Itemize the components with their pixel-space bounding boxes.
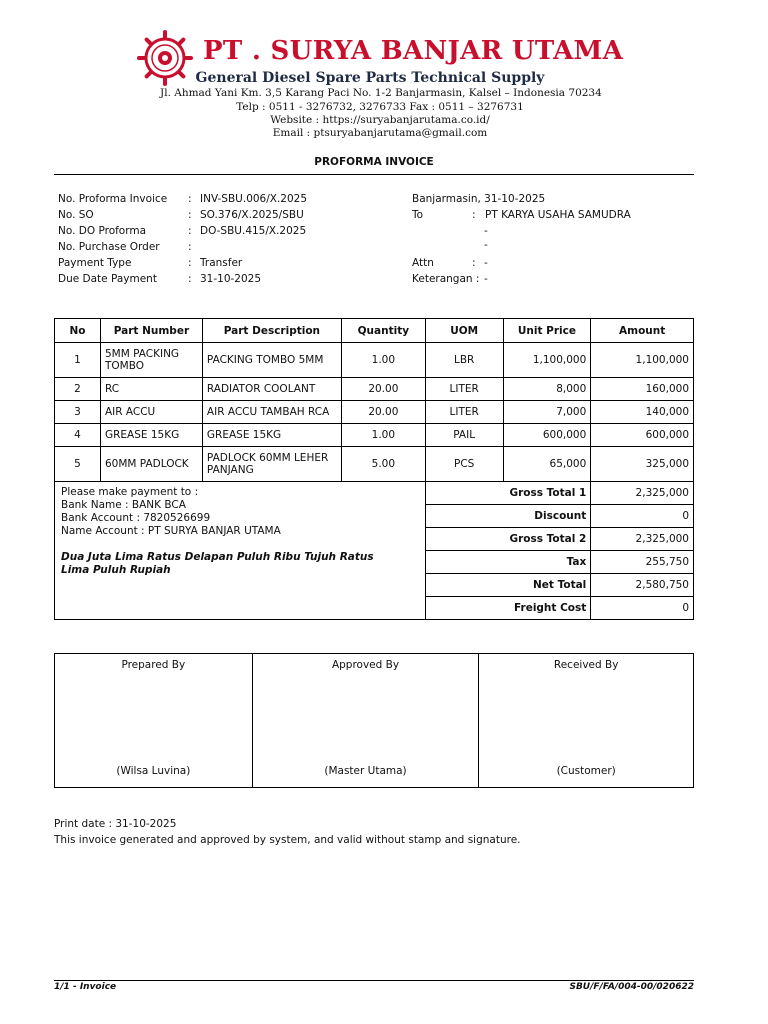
cell-part-number: 5MM PACKING TOMBO (100, 343, 202, 378)
totals-row (55, 482, 694, 505)
total-label: Discount (425, 505, 590, 528)
signature-name: (Customer) (556, 765, 616, 777)
info-label: No. Purchase Order (58, 241, 160, 253)
col-header-part-description: Part Description (202, 319, 341, 343)
signature-approved (252, 654, 479, 788)
keterangan-label: Keterangan : (412, 273, 480, 285)
cell-no: 5 (55, 447, 101, 482)
attn-label: Attn (412, 257, 434, 269)
cell-no: 1 (55, 343, 101, 378)
signature-name: (Wilsa Luvina) (116, 765, 191, 777)
attn-row: Attn : - (412, 257, 488, 269)
signature-prepared (55, 654, 253, 788)
total-value: 2,325,000 (591, 528, 694, 551)
to-line-3: - (484, 239, 488, 251)
cell-unit-price: 600,000 (503, 424, 591, 447)
footer-divider (54, 980, 694, 981)
items-table (54, 318, 694, 620)
signature-title: Approved By (331, 659, 400, 671)
payment-info (55, 482, 426, 620)
col-header-amount: Amount (591, 319, 694, 343)
info-value: DO-SBU.415/X.2025 (200, 225, 307, 237)
info-label: No. DO Proforma (58, 225, 147, 237)
document-code: SBU/F/FA/004-00/020622 (569, 982, 694, 992)
cell-amount: 600,000 (591, 424, 694, 447)
cell-uom: PCS (425, 447, 503, 482)
cell-description: GREASE 15KG (202, 424, 341, 447)
cell-no: 3 (55, 401, 101, 424)
cell-uom: LITER (425, 378, 503, 401)
cell-description: PADLOCK 60MM LEHER PANJANG (202, 447, 341, 482)
keterangan-row (412, 273, 712, 287)
cell-unit-price: 1,100,000 (503, 343, 591, 378)
signature-received (479, 654, 694, 788)
company-name: PT . SURYA BANJAR UTAMA (203, 36, 624, 66)
page-indicator: 1/1 - Invoice (54, 982, 117, 992)
total-label: Gross Total 2 (425, 528, 590, 551)
info-row-do: No. DO Proforma : DO-SBU.415/X.2025 (58, 225, 307, 237)
total-value: 0 (591, 597, 694, 620)
company-email[interactable]: Email : ptsuryabanjarutama@gmail.com (272, 127, 488, 139)
cell-part-number: AIR ACCU (100, 401, 202, 424)
payment-name-account: Name Account : PT SURYA BANJAR UTAMA (61, 525, 281, 537)
cell-no: 2 (55, 378, 101, 401)
payment-bank-name: Bank Name : BANK BCA (61, 499, 186, 511)
cell-no: 4 (55, 424, 101, 447)
cell-uom: LITER (425, 401, 503, 424)
to-value: PT KARYA USAHA SAMUDRA (485, 209, 631, 221)
cell-description: RADIATOR COOLANT (202, 378, 341, 401)
cell-quantity: 1.00 (341, 424, 425, 447)
payment-line: Please make payment to : (61, 486, 199, 498)
table-row (55, 424, 694, 447)
total-label: Freight Cost (425, 597, 590, 620)
table-row (55, 378, 694, 401)
cell-amount: 325,000 (591, 447, 694, 482)
to-label: To (412, 209, 424, 221)
attn-value: - (484, 257, 488, 269)
total-value: 2,580,750 (591, 574, 694, 597)
cell-quantity: 20.00 (341, 401, 425, 424)
cell-amount: 140,000 (591, 401, 694, 424)
table-row (55, 447, 694, 482)
total-value: 0 (591, 505, 694, 528)
cell-quantity: 1.00 (341, 343, 425, 378)
info-label: Due Date Payment (58, 273, 157, 285)
signature-title: Received By (553, 659, 619, 671)
table-row (55, 343, 694, 378)
signature-table (54, 653, 694, 788)
total-label: Net Total (425, 574, 590, 597)
col-header-no: No (55, 319, 101, 343)
to-line-2: - (484, 225, 488, 237)
cell-uom: PAIL (425, 424, 503, 447)
info-row-po: No. Purchase Order : (58, 241, 192, 253)
info-value: Transfer (200, 257, 243, 269)
validity-note: This invoice generated and approved by system, and valid without stamp and signature. (54, 834, 521, 846)
company-phones: Telp : 0511 - 3276732, 3276733 Fax : 0511 – 3276731 (236, 101, 524, 113)
total-value: 2,325,000 (591, 482, 694, 505)
col-header-unit-price: Unit Price (503, 319, 591, 343)
col-header-part-number: Part Number (100, 319, 202, 343)
col-header-quantity: Quantity (341, 319, 425, 343)
cell-unit-price: 8,000 (503, 378, 591, 401)
info-row-due-date: Due Date Payment : 31-10-2025 (58, 273, 262, 285)
amount-in-words: Dua Juta Lima Ratus Delapan Puluh Ribu Tujuh Ratus Lima Puluh Rupiah (61, 551, 374, 576)
print-date: Print date : 31-10-2025 (54, 818, 177, 830)
total-value: 255,750 (591, 551, 694, 574)
company-website[interactable]: Website : https://suryabanjarutama.co.id/ (270, 114, 490, 126)
title-divider (54, 174, 694, 175)
cell-part-number: GREASE 15KG (100, 424, 202, 447)
to-row: To : PT KARYA USAHA SAMUDRA (412, 209, 631, 221)
cell-unit-price: 65,000 (503, 447, 591, 482)
document-title: PROFORMA INVOICE (314, 156, 434, 168)
info-value: 31-10-2025 (200, 273, 262, 285)
info-row-proforma: No. Proforma Invoice : INV-SBU.006/X.2025 (58, 193, 308, 205)
signature-title: Prepared By (121, 659, 186, 671)
total-label: Tax (425, 551, 590, 574)
info-row-payment-type: Payment Type : Transfer (58, 257, 243, 269)
info-row-so: No. SO : SO.376/X.2025/SBU (58, 209, 304, 221)
col-header-uom: UOM (425, 319, 503, 343)
company-tagline: General Diesel Spare Parts Technical Supply (195, 70, 545, 86)
keterangan-value: - (484, 273, 488, 285)
cell-amount: 160,000 (591, 378, 694, 401)
place-date: Banjarmasin, 31-10-2025 (412, 193, 546, 205)
cell-amount: 1,100,000 (591, 343, 694, 378)
info-label: No. Proforma Invoice (58, 193, 168, 205)
cell-part-number: RC (100, 378, 202, 401)
company-address: Jl. Ahmad Yani Km. 3,5 Karang Paci No. 1-2 Banjarmasin, Kalsel – Indonesia 70234 (160, 87, 602, 99)
total-label: Gross Total 1 (425, 482, 590, 505)
info-label: No. SO (58, 209, 94, 221)
table-header-row (55, 319, 694, 343)
info-label: Payment Type (58, 257, 132, 269)
cell-quantity: 20.00 (341, 378, 425, 401)
cell-uom: LBR (425, 343, 503, 378)
info-value: INV-SBU.006/X.2025 (200, 193, 308, 205)
table-row (55, 401, 694, 424)
signature-name: (Master Utama) (324, 765, 407, 777)
cell-part-number: 60MM PADLOCK (100, 447, 202, 482)
cell-description: AIR ACCU TAMBAH RCA (202, 401, 341, 424)
cell-description: PACKING TOMBO 5MM (202, 343, 341, 378)
cell-quantity: 5.00 (341, 447, 425, 482)
info-value: SO.376/X.2025/SBU (200, 209, 304, 221)
payment-bank-account: Bank Account : 7820526699 (61, 512, 211, 524)
cell-unit-price: 7,000 (503, 401, 591, 424)
invoice-notes (54, 816, 521, 848)
